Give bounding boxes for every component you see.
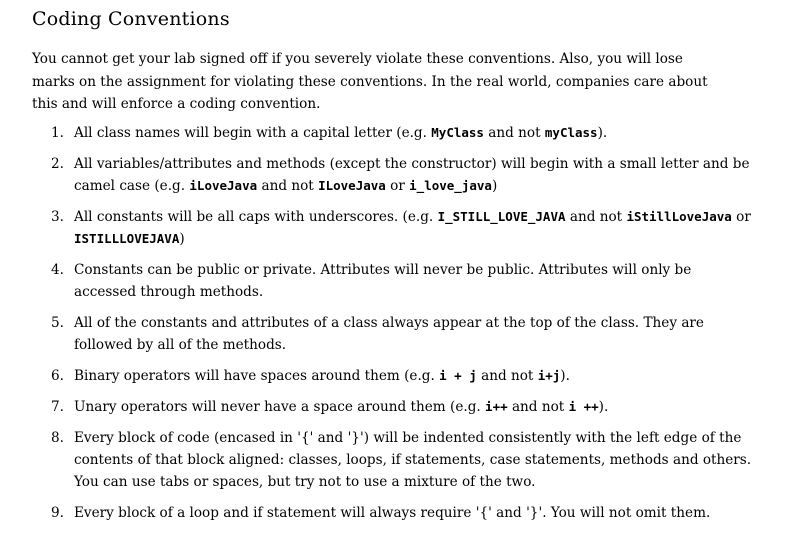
list-item-text: and not [483, 124, 545, 141]
list-item-text: Constants can be public or private. Attributes will never be public. Attributes will only be accessed through methods. [74, 261, 692, 300]
code-snippet: i+j [537, 367, 561, 383]
conventions-list [32, 122, 767, 524]
list-item-text: All class names will begin with a capital letter (e.g. [74, 124, 432, 141]
code-snippet: I_STILL_LOVE_JAVA [437, 208, 566, 224]
list-item-number: 6. [51, 367, 64, 384]
list-item-text: or [385, 177, 410, 194]
list-item [32, 153, 754, 197]
list-item-number: 9. [51, 504, 64, 521]
code-snippet: MyClass [431, 124, 484, 140]
list-item [32, 206, 785, 250]
list-item-text: Every block of code (encased in '{' and '}') will be indented consistently with the left edge of the contents of that block aligned: classes, loops, if statements, case statements, methods and others. You can use tabs or spaces, but try not to use a mixture of the two. [74, 429, 752, 490]
list-item-text: or [731, 208, 751, 225]
list-item-text: ). [598, 398, 609, 415]
list-item-text: ). [560, 367, 570, 384]
list-item-text: All variables/attributes and methods (except the constructor) will begin with a small letter and be camel case (e.g. [74, 155, 750, 194]
list-item-text: ). [597, 124, 608, 141]
code-snippet: iLoveJava [189, 177, 258, 193]
list-item-text: ) [491, 177, 498, 194]
list-item-number: 3. [51, 208, 64, 225]
list-item-text: All of the constants and attributes of a class always appear at the top of the class. They are followed by all of the methods. [74, 314, 704, 353]
list-item-text: and not [507, 398, 569, 415]
intro-paragraph: You cannot get your lab signed off if you severely violate these conventions. Also, you will lose marks on the assignment for violating these conventions. In the real world, companies care about this and will enforce a coding convention. [32, 51, 708, 112]
list-item-text: and not [476, 367, 538, 384]
list-item-number: 1. [51, 124, 64, 141]
list-item-text: and not [565, 208, 627, 225]
code-snippet: i ++ [568, 398, 599, 414]
list-item-text: and not [257, 177, 319, 194]
list-item-text: All constants will be all caps with underscores. (e.g. [74, 208, 438, 225]
code-snippet: ISTILLLOVEJAVA [74, 230, 180, 246]
code-snippet: i_love_java [409, 177, 492, 193]
list-item-number: 5. [51, 314, 64, 331]
list-item-text: Unary operators will never have a space around them (e.g. [74, 398, 486, 415]
list-item-number: 2. [51, 155, 64, 172]
code-snippet: i + j [439, 367, 477, 383]
list-item [32, 122, 754, 144]
list-item [32, 259, 754, 303]
code-snippet: myClass [544, 124, 598, 140]
list-item-number: 8. [51, 429, 64, 446]
list-item [32, 365, 754, 387]
list-item-number: 4. [51, 261, 64, 278]
list-item [32, 396, 754, 418]
page-title: Coding Conventions [32, 8, 230, 30]
list-item-text: Every block of a loop and if statement will always require '{' and '}'. You will not omit them. [74, 504, 711, 521]
code-snippet: ILoveJava [318, 177, 386, 193]
list-item [32, 427, 754, 493]
list-item [32, 502, 754, 524]
list-item-text: Binary operators will have spaces around them (e.g. [74, 367, 440, 384]
code-snippet: i++ [485, 398, 508, 414]
code-snippet: iStillLoveJava [626, 208, 732, 224]
list-item-number: 7. [51, 398, 64, 415]
document-page [32, 8, 767, 533]
list-item-text: ) [179, 230, 185, 247]
list-item [32, 312, 754, 356]
